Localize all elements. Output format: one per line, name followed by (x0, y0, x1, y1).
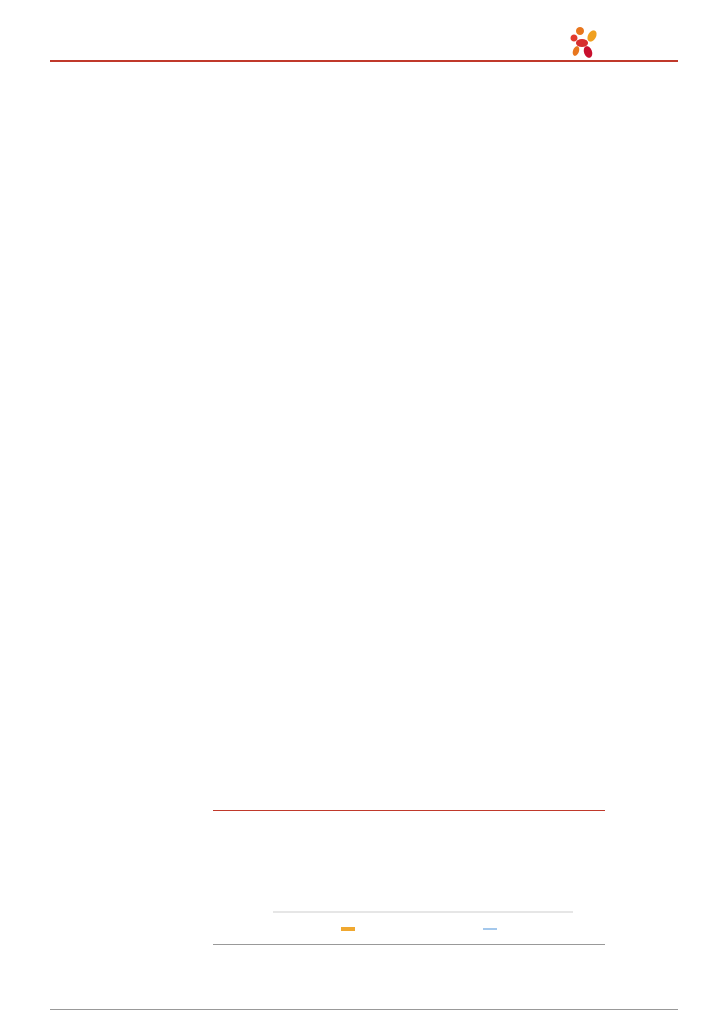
figure-bottom-rule (213, 944, 605, 945)
figure-title-rule (213, 810, 605, 811)
footer-rule (50, 1009, 678, 1010)
tf-logo-icon (566, 22, 606, 62)
legend-bar-swatch (341, 927, 355, 931)
floor-area-chart (213, 812, 605, 940)
chart-legend (341, 927, 497, 931)
